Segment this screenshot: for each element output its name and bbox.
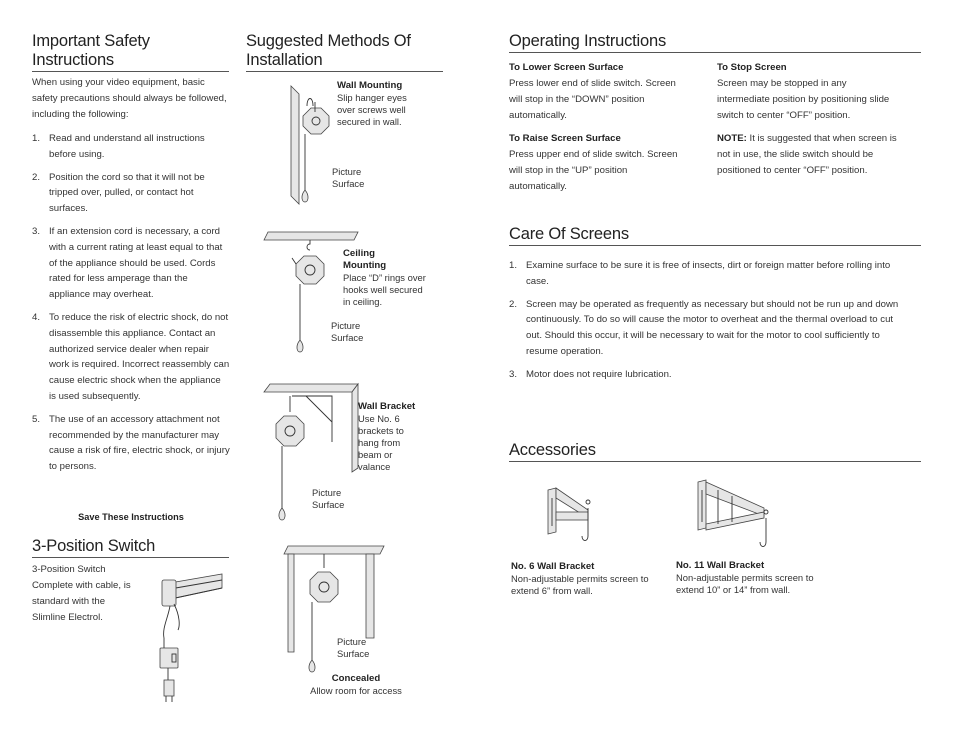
care-title: Care Of Screens bbox=[509, 225, 629, 243]
lower-screen-text: Press lower end of slide switch. Screen will stop in the “DOWN” position automatically. bbox=[509, 78, 676, 121]
accessories-title: Accessories bbox=[509, 441, 596, 459]
switch-illustration bbox=[150, 568, 230, 708]
no11-bracket-text: Non-adjustable permits screen to extend 10” or 14” from wall. bbox=[676, 572, 814, 595]
wall-bracket-title: Wall Bracket bbox=[358, 401, 416, 412]
stop-screen-title: To Stop Screen bbox=[717, 62, 787, 73]
concealed-surface-label: Picture Surface bbox=[337, 636, 370, 659]
list-item: 4. To reduce the risk of electric shock, do not disassemble this appliance. Contact an authorized service dealer when repair work is required. Incorrect reassembly can cause electric shock when the appliance is used subsequently. bbox=[32, 311, 230, 402]
list-item: 5. The use of an accessory attachment not recommended by the manufacturer may cause a risk of fire, electric shock, or injury to persons. bbox=[32, 413, 230, 473]
safety-intro: When using your video equipment, basic safety precautions should always be followed, including the following: bbox=[32, 77, 227, 120]
list-item: 1. Examine surface to be sure it is free of insects, dirt or foreign matter before rolling into case. bbox=[509, 260, 891, 287]
list-item: 2. Screen may be operated as frequently as necessary but should not be run up and down continuously. To do so will cause the motor to overheat and the thermal overload to cut out. Should this occur, it will be necessary to wait for the motor to cool sufficiently to resume operation. bbox=[509, 298, 899, 357]
concealed-text: Allow room for access bbox=[310, 685, 402, 696]
raise-screen-title: To Raise Screen Surface bbox=[509, 133, 621, 144]
switch-title: 3-Position Switch bbox=[32, 537, 156, 555]
no6-bracket-illustration bbox=[544, 488, 600, 552]
care-title-rule bbox=[509, 245, 921, 246]
wall-mounting-illustration bbox=[285, 86, 335, 206]
operating-title-rule bbox=[509, 52, 921, 53]
ceiling-mounting-text: Place “D” rings over hooks well secured in ceiling. bbox=[343, 272, 426, 307]
safety-title: Important Safety Instructions bbox=[32, 32, 150, 69]
safety-title-rule bbox=[32, 71, 229, 72]
ceiling-mounting-title: Ceiling Mounting bbox=[343, 248, 387, 271]
wall-bracket-text: Use No. 6 brackets to hang from beam or valance bbox=[358, 413, 404, 472]
save-instructions: Save These Instructions bbox=[78, 512, 184, 522]
switch-title-rule bbox=[32, 557, 229, 558]
wall-mounting-title: Wall Mounting bbox=[337, 80, 403, 91]
concealed-title: Concealed bbox=[331, 673, 381, 684]
no6-bracket-text: Non-adjustable permits screen to extend 6” from wall. bbox=[511, 573, 649, 596]
safety-list bbox=[32, 131, 230, 482]
no11-bracket-title: No. 11 Wall Bracket bbox=[676, 560, 765, 571]
switch-text: 3-Position Switch Complete with cable, is standard with the Slimline Electrol. bbox=[32, 564, 131, 623]
list-item: 3. If an extension cord is necessary, a cord with a current rating at least equal to that of the appliance should be used. Cords rated for less amperage than the appliance may overheat. bbox=[32, 225, 223, 301]
list-item: 1. Read and understand all instructions before using. bbox=[32, 133, 205, 160]
install-title-rule bbox=[246, 71, 443, 72]
raise-screen-text: Press upper end of slide switch. Screen will stop in the “UP” position automatically. bbox=[509, 149, 678, 192]
operating-title: Operating Instructions bbox=[509, 32, 667, 50]
ceiling-surface-label: Picture Surface bbox=[331, 320, 364, 343]
accessories-title-rule bbox=[509, 461, 921, 462]
wall-mounting-text: Slip hanger eyes over screws well secured in wall. bbox=[337, 92, 407, 127]
install-title: Suggested Methods Of Installation bbox=[246, 32, 411, 69]
lower-screen-title: To Lower Screen Surface bbox=[509, 62, 624, 73]
stop-screen-text: Screen may be stopped in any intermediate position by positioning slide switch to center “OFF” position. bbox=[717, 78, 890, 121]
list-item: 2. Position the cord so that it will not be tripped over, pulled, or contact hot surfaces. bbox=[32, 171, 205, 215]
no6-bracket-title: No. 6 Wall Bracket bbox=[511, 561, 595, 572]
no11-bracket-illustration bbox=[696, 478, 776, 550]
note-text: NOTE: It is suggested that when screen is not in use, the slide switch should be positioned to center “OFF” position. bbox=[717, 133, 897, 176]
care-list bbox=[509, 258, 901, 390]
wall-surface-label: Picture Surface bbox=[332, 166, 365, 189]
list-item: 3. Motor does not require lubrication. bbox=[509, 368, 672, 380]
bracket-surface-label: Picture Surface bbox=[312, 487, 345, 510]
